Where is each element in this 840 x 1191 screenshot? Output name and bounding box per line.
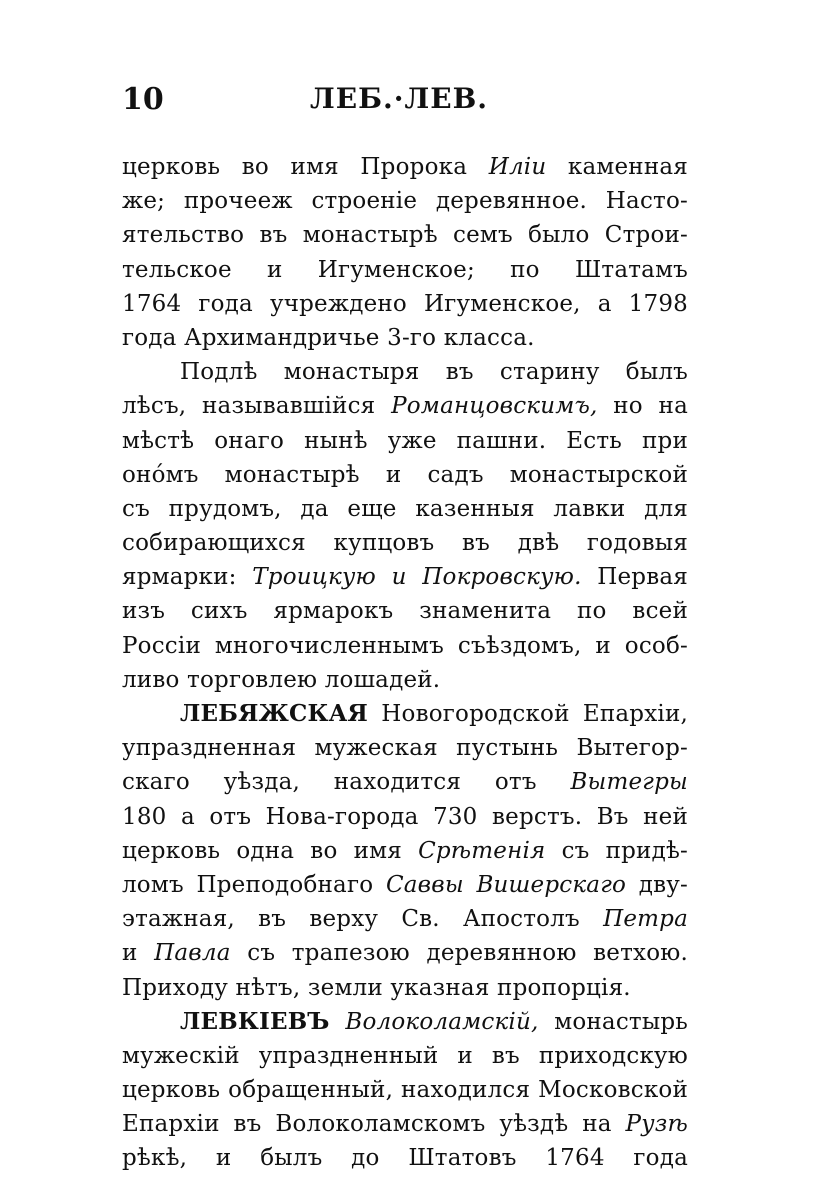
entry-heading: ЛЕБЯЖСКАЯ bbox=[180, 700, 369, 727]
page-header bbox=[122, 82, 682, 126]
text-line bbox=[122, 765, 688, 799]
text-line bbox=[122, 389, 688, 423]
italic-name: Петра bbox=[603, 906, 688, 933]
text-span: упраздненная мужеская пустынь Вытегор- bbox=[122, 735, 688, 762]
text-line bbox=[122, 800, 688, 834]
text-span: этажная, въ верху Св. Апостолъ bbox=[122, 906, 604, 933]
text-span: и bbox=[122, 940, 155, 967]
running-head: ЛЕБ.·ЛЕВ. bbox=[310, 82, 489, 115]
text-span: съ трапезою деревянною ветхою. bbox=[230, 940, 688, 967]
text-line bbox=[122, 355, 688, 389]
text-line bbox=[122, 1039, 688, 1073]
italic-name: Троицкую и Покровскую. bbox=[252, 564, 582, 591]
text-span: 180 а отъ Нова-города 730 верстъ. Въ ней bbox=[122, 803, 688, 830]
text-span: Подлѣ монастыря въ старину былъ bbox=[180, 359, 688, 386]
text-line bbox=[122, 424, 688, 458]
text-line bbox=[122, 287, 688, 321]
text-line bbox=[122, 218, 688, 252]
text-span: Первая bbox=[581, 564, 689, 591]
text-line bbox=[122, 971, 688, 1005]
text-line bbox=[122, 184, 688, 218]
text-span: онóмъ монастырѣ и садъ монастырской bbox=[122, 461, 688, 488]
text-span: лѣсъ, называвшійся bbox=[122, 393, 392, 420]
text-span: Россіи многочисленнымъ съѣздомъ, и особ- bbox=[122, 632, 688, 659]
text-span: мужескій упраздненный и въ приходскую bbox=[122, 1042, 688, 1069]
text-line bbox=[122, 321, 688, 355]
italic-name: Саввы Вишерскаго bbox=[385, 871, 627, 898]
italic-name: Иліи bbox=[488, 154, 547, 180]
text-line bbox=[122, 1141, 688, 1175]
italic-name: Вытегры bbox=[570, 769, 688, 796]
text-span: собирающихся купцовъ въ двѣ годовыя bbox=[122, 530, 688, 557]
text-span: тельское и Игуменское; по Штатамъ bbox=[122, 256, 688, 283]
body-text bbox=[122, 150, 688, 1176]
text-span: Епархіи въ Волоколамскомъ уѣздѣ на bbox=[122, 1111, 626, 1138]
text-line bbox=[122, 629, 688, 663]
text-span: изъ сихъ ярмарокъ знаменита по всей bbox=[122, 598, 688, 625]
text-line bbox=[122, 458, 688, 492]
italic-name: Волоколамскій, bbox=[329, 1008, 539, 1035]
text-span: мѣстѣ онаго нынѣ уже пашни. Есть при bbox=[122, 427, 688, 454]
text-line bbox=[122, 902, 688, 936]
text-line bbox=[122, 560, 688, 594]
text-span: каменная bbox=[546, 154, 688, 180]
text-line bbox=[122, 492, 688, 526]
text-span: церковь во имя Пророка bbox=[122, 154, 489, 180]
text-span: ливо торговлею лошадей. bbox=[122, 666, 441, 693]
entry-heading: ЛЕВКІЕВЪ bbox=[180, 1007, 330, 1035]
italic-name: Романцовскимъ, bbox=[391, 393, 598, 420]
text-span: ломъ Преподобнаго bbox=[122, 871, 386, 898]
text-line bbox=[122, 834, 688, 868]
text-line bbox=[122, 936, 688, 970]
text-span: съ прудомъ, да еще казенныя лавки для bbox=[122, 495, 688, 522]
text-span: съ придѣ- bbox=[545, 837, 688, 864]
text-span: монастырь bbox=[538, 1008, 688, 1035]
text-line bbox=[122, 697, 688, 731]
text-span: церковь обращенный, находился Московской bbox=[122, 1077, 688, 1104]
text-span: рѣкѣ, и былъ до Штатовъ 1764 года bbox=[122, 1145, 688, 1172]
text-line bbox=[122, 1005, 688, 1039]
text-span: Приходу нѣтъ, земли указная пропорція. bbox=[122, 974, 631, 1001]
text-line bbox=[122, 253, 688, 287]
text-line bbox=[122, 1073, 688, 1107]
text-span: скаго уѣзда, находится отъ bbox=[122, 769, 571, 796]
text-span: дву- bbox=[626, 871, 688, 898]
text-line bbox=[122, 868, 688, 902]
text-span: ярмарки: bbox=[122, 564, 253, 591]
text-span: же; прочееж строеніе деревянное. Насто- bbox=[122, 188, 688, 215]
text-line bbox=[122, 1107, 688, 1141]
text-line bbox=[122, 150, 688, 184]
italic-name: Рузѣ bbox=[625, 1111, 688, 1138]
page-number: 10 bbox=[122, 82, 164, 117]
italic-name: Срѣтенія bbox=[418, 837, 546, 864]
italic-name: Павла bbox=[154, 940, 231, 967]
text-span: ятельство въ монастырѣ семъ было Строи- bbox=[122, 222, 688, 249]
text-span: но на bbox=[597, 393, 688, 420]
text-span: года Архимандричье 3-го класса. bbox=[122, 324, 535, 351]
text-line bbox=[122, 731, 688, 765]
text-line bbox=[122, 594, 688, 628]
text-span: церковь одна во имя bbox=[122, 837, 419, 864]
text-line bbox=[122, 526, 688, 560]
text-span: 1764 года учреждено Игуменское, а 1798 bbox=[122, 290, 688, 317]
text-line bbox=[122, 663, 688, 697]
text-span: Новогородской Епархіи, bbox=[368, 701, 688, 727]
